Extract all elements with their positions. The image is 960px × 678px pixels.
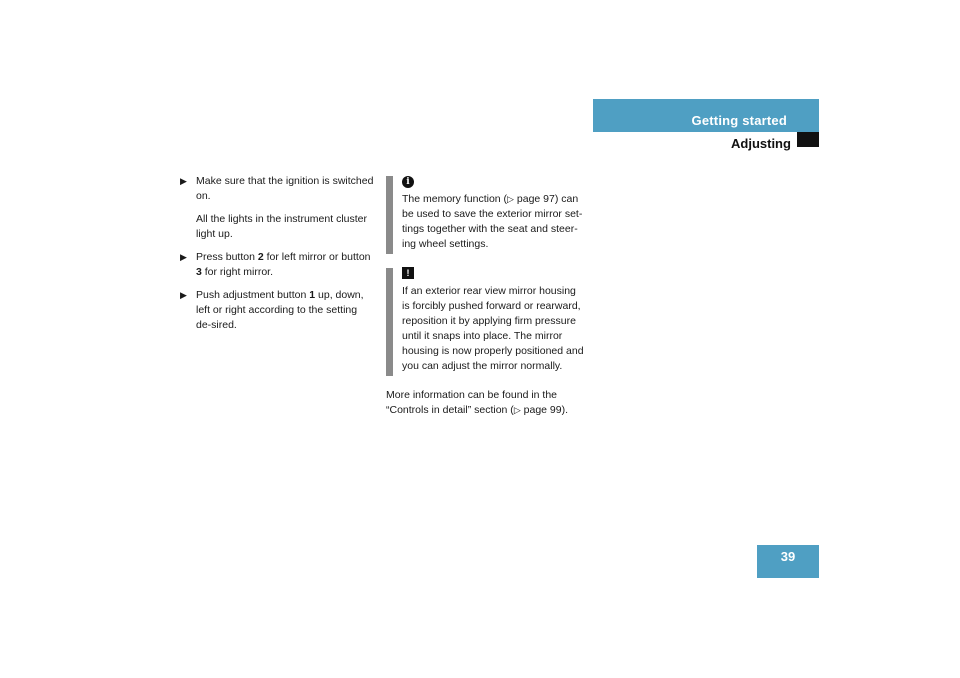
page-reference-icon: ▷ [507, 194, 514, 204]
step-arrow-icon: ▶ [180, 290, 187, 300]
instruction-column [180, 174, 375, 341]
step-text: Press button 2 for left mirror or button 3 for right mirror. [196, 251, 371, 278]
subsection-title: Adjusting [731, 136, 791, 151]
notes-column [386, 174, 586, 418]
page-reference-icon: ▷ [513, 405, 521, 415]
page-number: 39 [780, 549, 796, 564]
step-text: Make sure that the ignition is switched on. [196, 175, 374, 202]
instruction-step [180, 174, 375, 242]
info-icon: i [402, 176, 414, 188]
note-bar [386, 268, 393, 376]
more-information-text: More information can be found in the “Controls in detail” section (▷ page 99). [386, 389, 569, 416]
instruction-step [180, 288, 375, 333]
info-note-text: The memory function (▷ page 97) can be used to save the exterior mirror set-tings together with the seat and steer-ing wheel settings. [402, 193, 583, 250]
step-arrow-icon: ▶ [180, 252, 187, 262]
subsection-marker [797, 132, 819, 147]
instruction-step [180, 250, 375, 280]
step-result-text: All the lights in the instrument cluster light up. [196, 213, 367, 240]
warning-note-text: If an exterior rear view mirror housing is forcibly pushed forward or rearward, reposition it by applying firm pressure until it snaps into place. The mirror housing is now properly positioned and you can adjust the mirror normally. [402, 285, 584, 372]
step-arrow-icon: ▶ [180, 176, 187, 186]
warning-note [386, 266, 586, 374]
step-text: Push adjustment button 1 up, down, left or right according to the setting de-sired. [196, 289, 364, 331]
page-number-band [757, 545, 819, 578]
section-title: Getting started [691, 113, 787, 128]
note-bar [386, 176, 393, 254]
warning-icon: ! [402, 267, 414, 279]
info-note [386, 174, 586, 252]
header-band [593, 99, 819, 132]
